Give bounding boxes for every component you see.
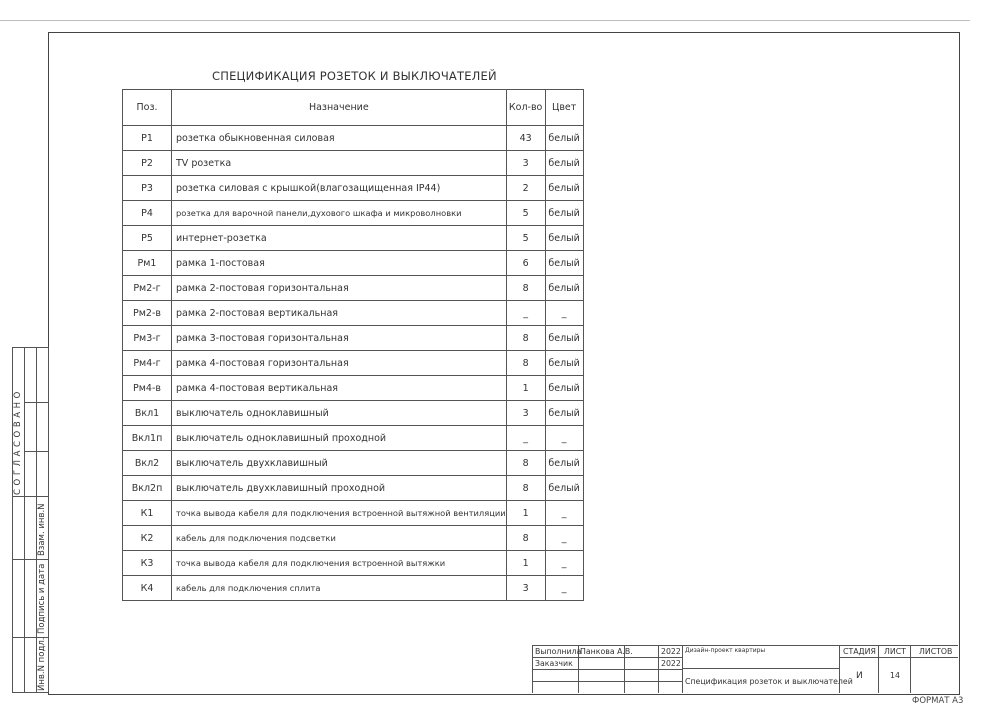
row-color: белый [545,276,583,301]
table-row [123,326,584,351]
row-pos: Р5 [123,226,172,251]
row-pos: Рм1 [123,251,172,276]
row-name: розетка силовая с крышкой(влагозащищенная IP44) [172,176,507,201]
row-color: белый [545,376,583,401]
row-color: белый [545,126,583,151]
row-qty: 8 [506,451,545,476]
table-row [123,301,584,326]
table-row [123,401,584,426]
inv-original-label: Инв.N подл. [37,637,47,691]
row-pos: Р4 [123,201,172,226]
row-pos: Рм2-в [123,301,172,326]
row-color: белый [545,351,583,376]
format-label: ФОРМАТ А3 [912,696,964,706]
row-qty: 1 [506,376,545,401]
top-border-line [0,20,970,21]
row-pos: Вкл2 [123,451,172,476]
row-qty: 3 [506,151,545,176]
row-color: _ [545,526,583,551]
row-pos: Вкл1п [123,426,172,451]
project-name: Дизайн-проект квартиры [685,647,766,654]
page-title: СПЕЦИФИКАЦИЯ РОЗЕТОК И ВЫКЛЮЧАТЕЛЕЙ [212,69,497,83]
row-color: белый [545,476,583,501]
table-row [123,151,584,176]
header-color: Цвет [545,90,583,126]
approval-side-block [12,347,48,693]
row-qty: 3 [506,576,545,601]
inv-replace-label: Взам. инв.N [37,503,47,556]
sheet-title: Спецификация розеток и выключателей [685,677,853,686]
row-name: рамка 4-постовая вертикальная [172,376,507,401]
row-name: рамка 4-постовая горизонтальная [172,351,507,376]
row-name: кабель для подключения сплита [172,576,507,601]
row-pos: К3 [123,551,172,576]
table-row [123,351,584,376]
row-name: выключатель двухклавишный проходной [172,476,507,501]
row-name: рамка 3-постовая горизонтальная [172,326,507,351]
table-row [123,551,584,576]
row-qty: 1 [506,551,545,576]
table-row [123,126,584,151]
header-qty: Кол-во [506,90,545,126]
table-row [123,501,584,526]
row-color: _ [545,551,583,576]
table-row [123,201,584,226]
row-name: выключатель одноклавишный [172,401,507,426]
row-qty: 8 [506,351,545,376]
row-name: рамка 2-постовая вертикальная [172,301,507,326]
row-pos: К4 [123,576,172,601]
row-qty: 43 [506,126,545,151]
row-color: белый [545,401,583,426]
row-pos: Рм3-г [123,326,172,351]
agreed-label: СОГЛАСОВАНО [13,388,23,495]
row-color: белый [545,226,583,251]
row-name: TV розетка [172,151,507,176]
row-qty: 5 [506,201,545,226]
table-row [123,526,584,551]
signature-date-label: Подпись и дата [37,563,47,634]
row-color: _ [545,576,583,601]
row-color: белый [545,201,583,226]
sheet-label: ЛИСТ [884,647,906,656]
table-header-row [123,90,584,126]
table-row [123,251,584,276]
header-pos: Поз. [123,90,172,126]
row-name: интернет-розетка [172,226,507,251]
title-block [532,645,958,693]
row-qty: 8 [506,476,545,501]
row-color: белый [545,151,583,176]
table-row [123,376,584,401]
table-row [123,276,584,301]
row-color: белый [545,176,583,201]
year-2: 2022 [661,659,681,668]
row-color: _ [545,301,583,326]
performer-name: Панкова А.В. [580,647,633,656]
row-pos: Р3 [123,176,172,201]
row-pos: Рм4-в [123,376,172,401]
table-row [123,226,584,251]
row-pos: Р1 [123,126,172,151]
stage-value: И [856,671,863,681]
row-name: рамка 2-постовая горизонтальная [172,276,507,301]
stage-label: СТАДИЯ [843,647,876,656]
table-row [123,476,584,501]
row-name: выключатель одноклавишный проходной [172,426,507,451]
row-name: рамка 1-постовая [172,251,507,276]
row-qty: 6 [506,251,545,276]
row-qty: 8 [506,526,545,551]
row-color: _ [545,501,583,526]
sheet-value: 14 [890,671,900,680]
row-name: точка вывода кабеля для подключения встроенной вытяжки [172,551,507,576]
row-pos: Вкл2п [123,476,172,501]
specification-table [122,89,584,601]
header-name: Назначение [172,90,507,126]
row-color: белый [545,451,583,476]
table-row [123,451,584,476]
table-row [123,426,584,451]
row-color: белый [545,326,583,351]
row-qty: 3 [506,401,545,426]
row-qty: 8 [506,276,545,301]
row-color: белый [545,251,583,276]
row-qty: _ [506,301,545,326]
row-pos: К1 [123,501,172,526]
row-name: выключатель двухклавишный [172,451,507,476]
row-pos: Вкл1 [123,401,172,426]
row-pos: Рм4-г [123,351,172,376]
row-pos: Р2 [123,151,172,176]
table-row [123,576,584,601]
year-1: 2022 [661,647,681,656]
row-qty: 2 [506,176,545,201]
row-qty: 1 [506,501,545,526]
row-qty: 8 [506,326,545,351]
row-name: кабель для подключения подсветки [172,526,507,551]
row-pos: К2 [123,526,172,551]
customer-label: Заказчик [535,659,573,668]
row-pos: Рм2-г [123,276,172,301]
table-row [123,176,584,201]
row-qty: 5 [506,226,545,251]
row-color: _ [545,426,583,451]
row-name: розетка обыкновенная силовая [172,126,507,151]
performed-label: Выполнила [535,647,582,656]
row-qty: _ [506,426,545,451]
row-name: точка вывода кабеля для подключения встроенной вытяжной вентиляции [172,501,507,526]
sheets-label: ЛИСТОВ [919,647,953,656]
row-name: розетка для варочной панели,духового шкафа и микроволновки [172,201,507,226]
